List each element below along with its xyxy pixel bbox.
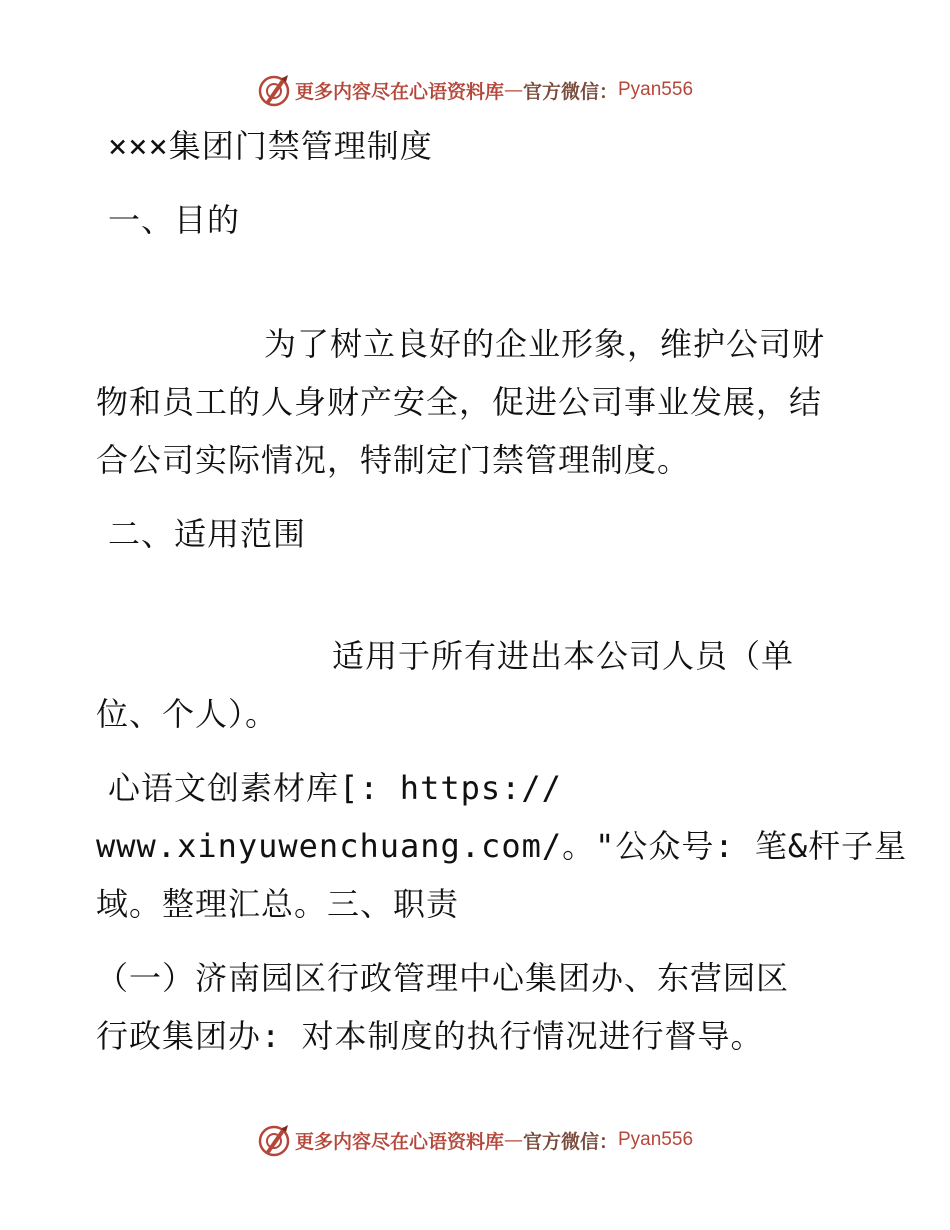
banner-wechat-id: Pyan556 [618, 1129, 694, 1150]
banner-dash: — [503, 1129, 523, 1151]
banner-wechat-id: Pyan556 [618, 79, 694, 100]
section-heading-scope: 二、适用范围 [108, 515, 307, 553]
paragraph-scope-line-2: 位、个人）。 [96, 695, 279, 733]
banner-dash: — [503, 79, 523, 101]
responsibility-item-line-1: （一）济南园区行政管理中心集团办、东营园区 [96, 959, 790, 997]
banner-wechat-label: 官方微信： [522, 80, 618, 103]
responsibility-item-line-2: 行政集团办: 对本制度的执行情况进行督导。 [96, 1017, 764, 1055]
paragraph-purpose-line-3: 合公司实际情况，特制定门禁管理制度。 [96, 441, 691, 479]
banner-main-text: 更多内容尽在心语资料库 [294, 1130, 504, 1153]
section-heading-purpose: 一、目的 [108, 201, 241, 239]
header-banner [0, 70, 950, 110]
document-title: ×××集团门禁管理制度 [108, 127, 433, 165]
banner-main-text: 更多内容尽在心语资料库 [294, 80, 504, 103]
paragraph-purpose-line-2: 物和员工的人身财产安全，促进公司事业发展，结 [96, 383, 823, 421]
note-line-1: 心语文创素材库[: https:// [108, 769, 562, 807]
footer-banner [0, 1120, 950, 1160]
note-line-2: www.xinyuwenchuang.com/。"公众号: 笔&杆子星 [96, 827, 908, 865]
banner-wechat-label: 官方微信： [522, 1130, 618, 1153]
paragraph-scope-line-1: 适用于所有进出本公司人员（单 [332, 637, 795, 675]
paragraph-purpose-line-1: 为了树立良好的企业形象，维护公司财 [264, 325, 826, 363]
quill-logo-icon [257, 73, 291, 107]
quill-logo-icon [257, 1123, 291, 1157]
note-line-3: 域。整理汇总。三、职责 [96, 885, 460, 923]
